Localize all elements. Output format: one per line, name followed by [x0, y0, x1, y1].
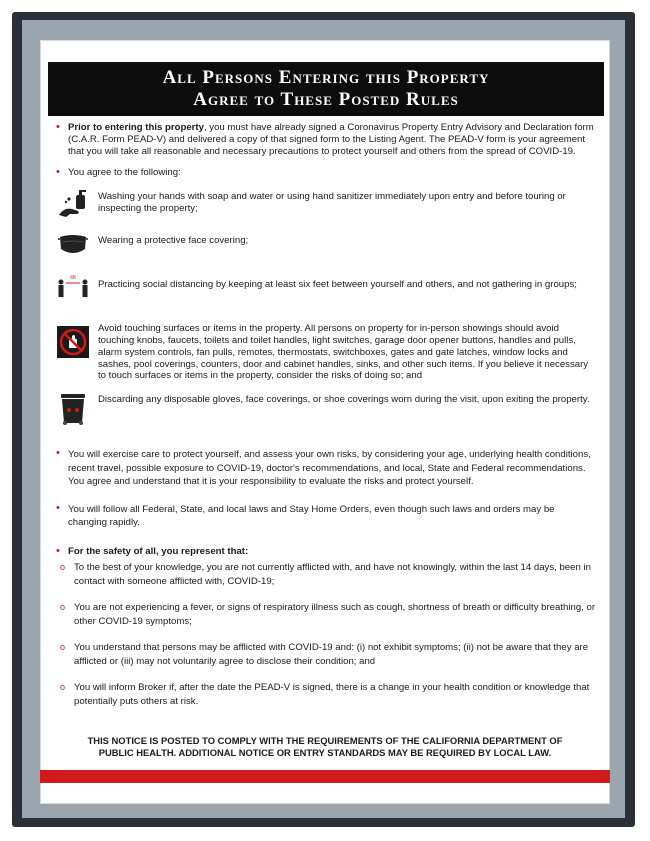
trash-bin-icon [56, 392, 90, 426]
circle-bullet-icon: o [60, 562, 66, 573]
representation-item [56, 681, 596, 708]
hand-washing-icon [56, 187, 90, 221]
rule-text: Wearing a protective face covering; [98, 235, 249, 247]
bullet-icon: • [56, 501, 60, 514]
care-paragraph [56, 448, 596, 489]
distance-label: 6ft [70, 275, 76, 282]
face-mask-icon [56, 227, 90, 261]
laws-text: You will follow all Federal, State, and local laws and Stay Home Orders, even though such laws and orders may be changing rapidly. [68, 503, 555, 529]
safety-heading-text: For the safety of all, you represent that: [68, 545, 249, 557]
notice-line-1: THIS NOTICE IS POSTED TO COMPLY WITH THE REQUIREMENTS OF THE CALIFORNIA DEPARTMENT OF [87, 735, 563, 746]
notice-line-2: PUBLIC HEALTH. ADDITIONAL NOTICE OR ENTRY STANDARDS MAY BE REQUIRED BY LOCAL LAW. [98, 747, 552, 758]
intro-text: , you must have already signed a Coronavirus Property Entry Advisory and Declaration form (C.A.R. Form PEAD-V) and delivered a copy of that signed form to the Listing Agent. The PEAD-V form is your agreement that you will take all reasonable and necessary precautions to protect yourself and others from the spread of COVID-19. [68, 122, 594, 157]
rule-text: Practicing social distancing by keeping at least six feet between yourself and others, and not gathering in groups; [98, 279, 577, 291]
care-text: You will exercise care to protect yourself, and assess your own risks, by considering your age, underlying health conditions, recent travel, possible exposure to COVID-19, doctor's recommendations, and local, State and Federal recommendations. You agree and understand that it is your responsibility to evaluate the risks and protect yourself. [68, 449, 591, 488]
representation-text: To the best of your knowledge, you are not currently afflicted with, and have not knowingly, within the last 14 days, been in contact with someone afflicted with, COVID-19; [74, 562, 591, 587]
bullet-icon: • [56, 447, 60, 460]
rule-item [56, 323, 596, 394]
bullet-icon: • [56, 544, 60, 557]
safety-heading [56, 546, 596, 558]
representation-text: You will inform Broker if, after the date the PEAD-V is signed, there is a change in your health condition or knowledge that potentially puts others at risk. [74, 682, 590, 707]
red-accent-stripe [40, 770, 610, 783]
rule-item [56, 235, 596, 282]
representation-item [56, 641, 596, 668]
rule-item [56, 394, 596, 448]
circle-bullet-icon: o [60, 602, 66, 613]
bullet-icon: • [56, 166, 60, 179]
title-line-1: All Persons Entering this Property [162, 67, 490, 88]
social-distancing-icon [56, 269, 90, 303]
representation-item [56, 601, 596, 628]
representation-text: You are not experiencing a fever, or signs of respiratory illness such as cough, shortness of breath or difficulty breathing, or other COVID-19 symptoms; [74, 602, 596, 627]
title-line-2: Agree to These Posted Rules [193, 89, 459, 110]
rule-text: Avoid touching surfaces or items in the property. All persons on property for in-person showings should avoid touching knobs, faucets, toilets and toilet handles, light switches, garage door opener buttons, handles and pulls, alarm system controls, fan pulls, remotes, thermostats, switchboxes, gates and gate latches, window locks and sashes, pool coverings, counters, door and cabinet handles, sinks, and other such items. If you believe it necessary to touch surfaces or items in the property, consider the risks of doing so; and [98, 323, 589, 382]
circle-bullet-icon: o [60, 682, 66, 693]
rule-text: Discarding any disposable gloves, face coverings, or shoe coverings worn during the visit, upon exiting the property. [98, 394, 590, 406]
intro-lead: Prior to entering this property [68, 122, 204, 133]
circle-bullet-icon: o [60, 642, 66, 653]
agree-heading-text: You agree to the following: [68, 167, 181, 179]
poster-content [56, 122, 596, 708]
intro-paragraph [56, 122, 596, 157]
agree-heading [56, 167, 596, 179]
rule-item [56, 191, 596, 235]
no-touching-icon [56, 325, 90, 359]
bullet-icon: • [56, 121, 60, 133]
laws-paragraph [56, 503, 596, 530]
representation-item [56, 561, 596, 588]
rule-item [56, 275, 596, 323]
poster-title [48, 62, 604, 116]
representation-text: You understand that persons may be afflicted with COVID-19 and: (i) not exhibit symptoms; (ii) not be aware that they are afflicted or (iii) may not voluntarily agree to disclose their condition; and [74, 642, 589, 667]
rule-text: Washing your hands with soap and water or using hand sanitizer immediately upon entry and before touring or inspecting the property; [98, 191, 566, 214]
compliance-notice [80, 735, 570, 759]
